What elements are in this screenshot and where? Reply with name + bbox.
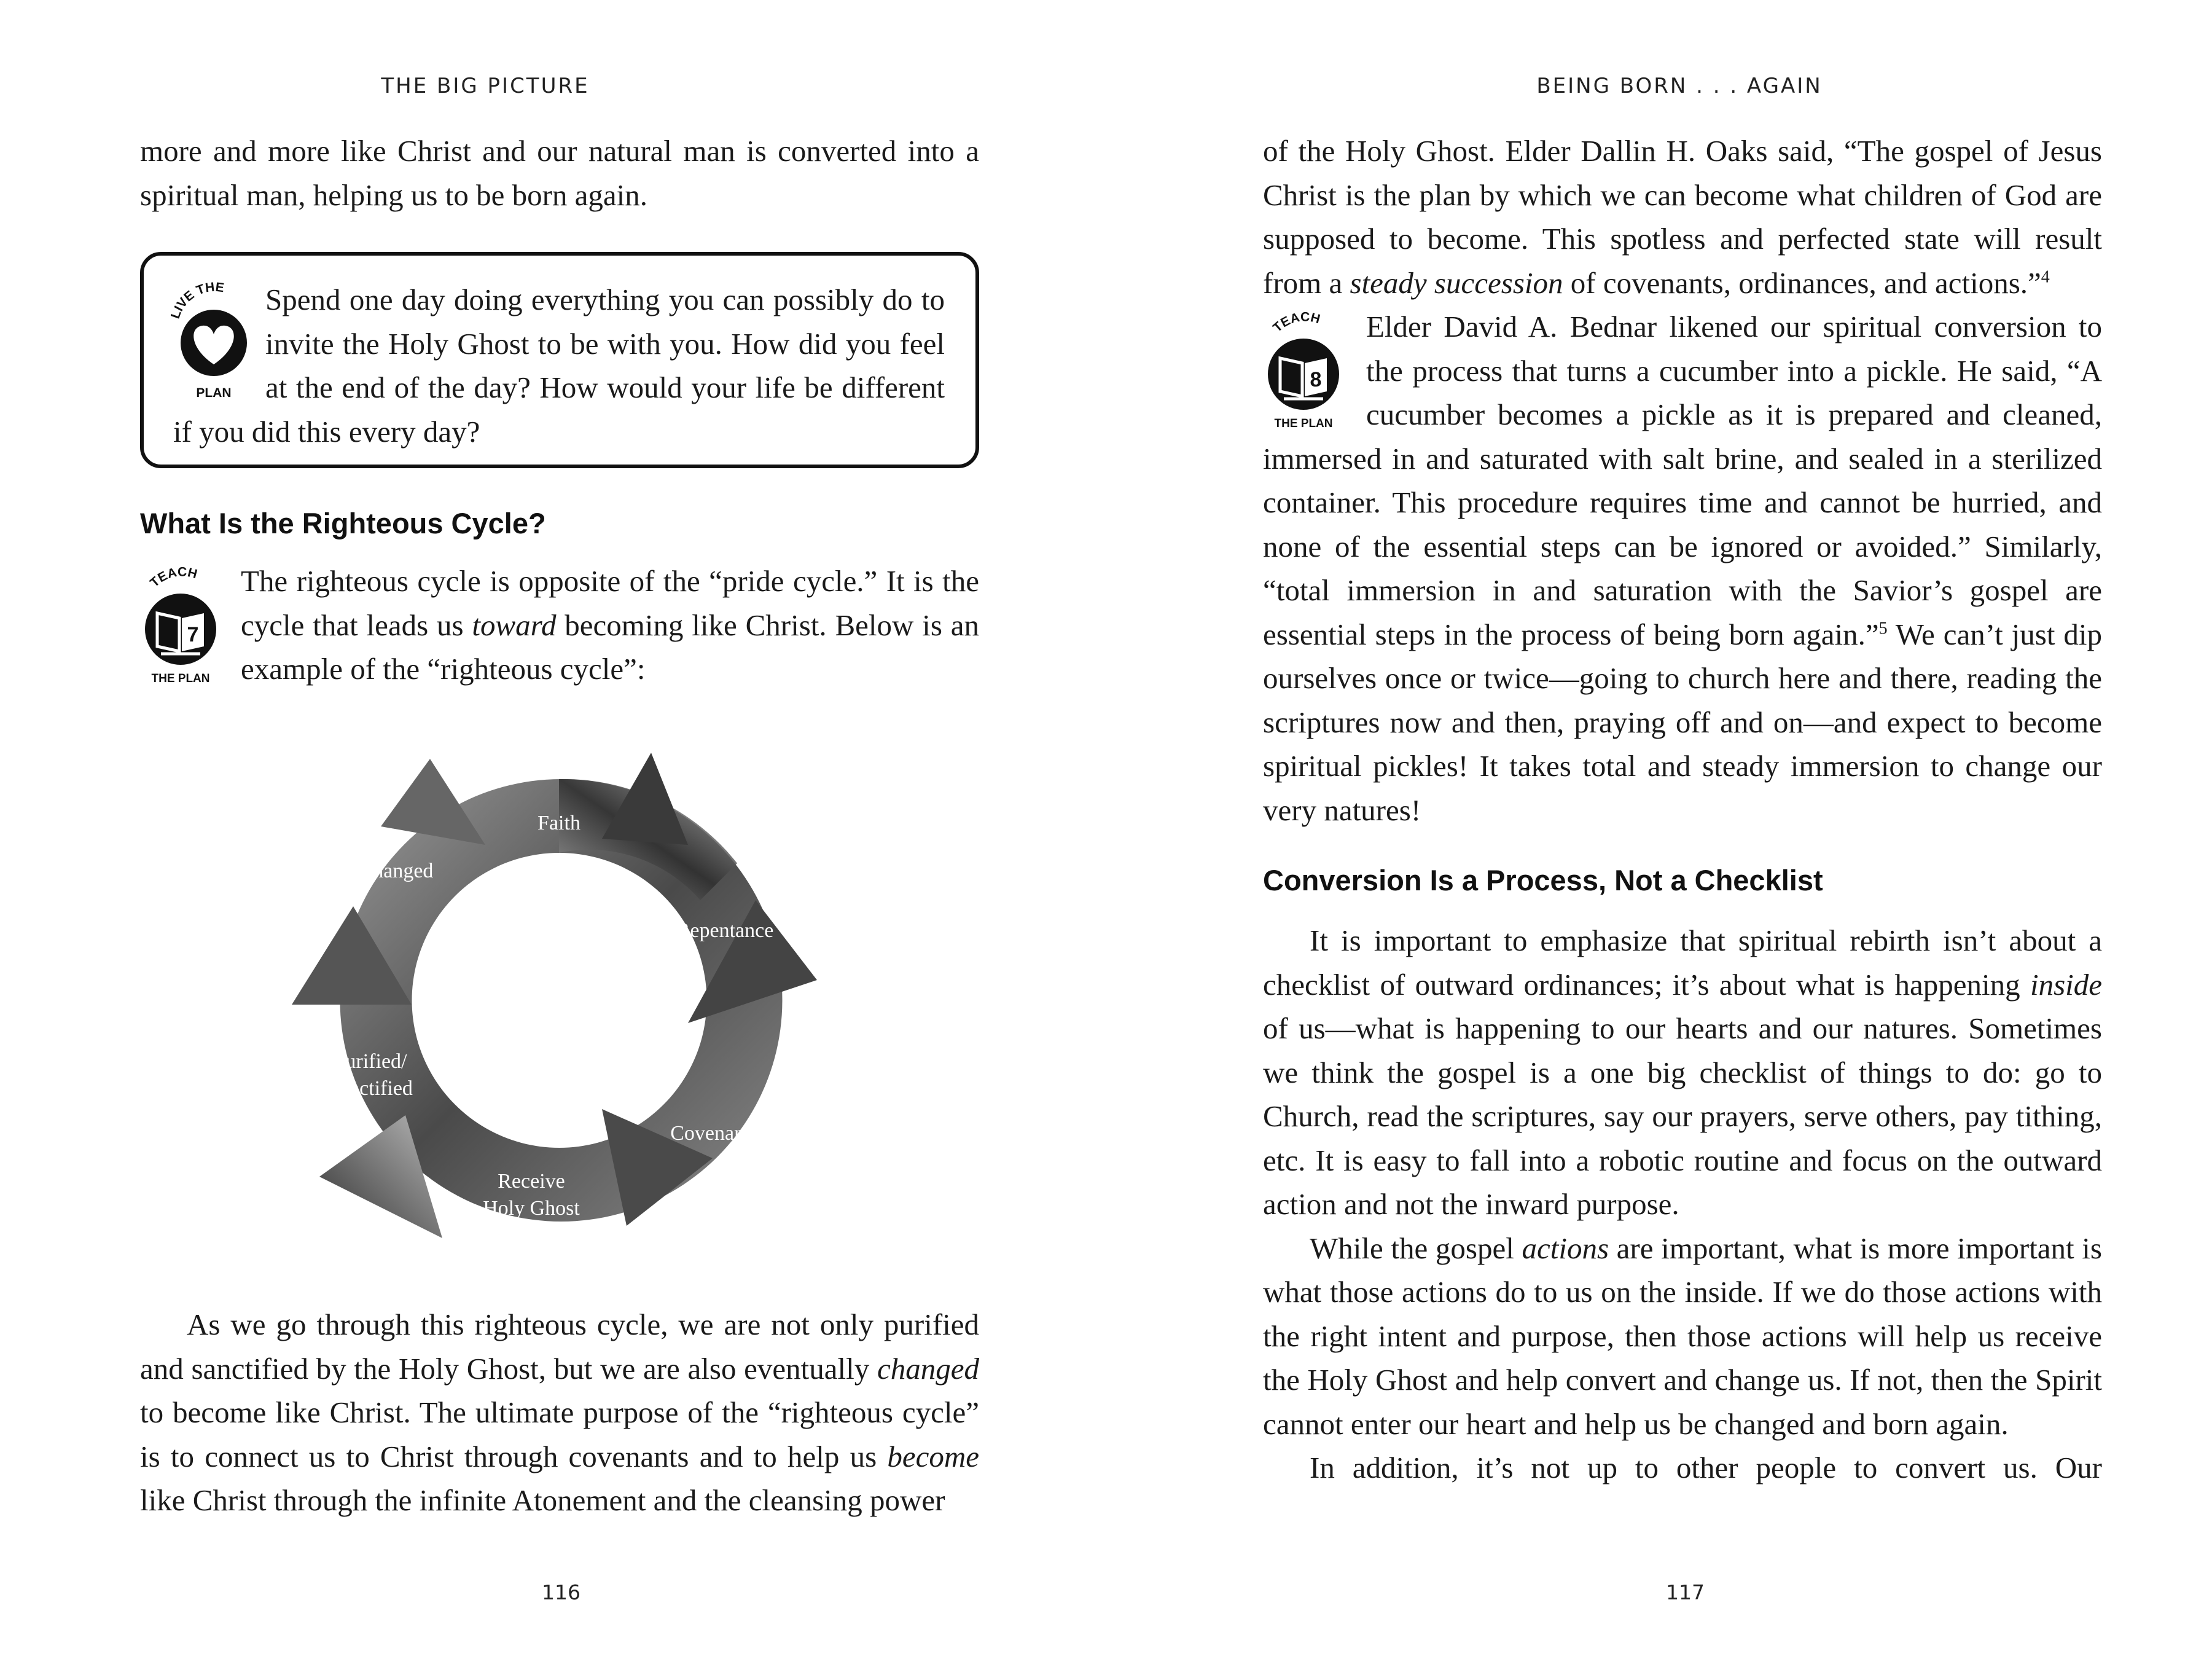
running-head-left: THE BIG PICTURE	[381, 74, 590, 98]
para1-emphasis: toward	[472, 608, 557, 642]
righteous-cycle-purpose-paragraph	[140, 1303, 979, 1523]
righteous-cycle-intro-paragraph	[140, 559, 979, 691]
cycle-label-repentance: Repentance	[676, 919, 774, 942]
para2-emphasis-become: become	[887, 1439, 979, 1473]
oaks-text-a: of the Holy Ghost. Elder Dallin H. Oaks said, “The gospel of Jesus Christ is the plan by which we can become what children of God are supposed to become. This spotless and perfected state will result from a	[1263, 134, 2102, 300]
conversion-text-a: It is important to emphasize that spiritual rebirth isn’t about a checklist of outward ordinances; it’s about what is happening	[1263, 924, 2102, 1002]
para2-text-c: like Christ through the infinite Atonement and the cleansing power	[140, 1483, 945, 1517]
cycle-label-sanctified: Sanctified	[328, 1077, 413, 1100]
cycle-label-holy-ghost: Holy Ghost	[483, 1197, 580, 1220]
addition-text: In addition, it’s not up to other people to convert us. Our	[1310, 1451, 2102, 1484]
oaks-quote-paragraph	[1263, 129, 2102, 305]
conversion-text-b: of us—what is happening to our hearts and our natures. Sometimes we think the gospel is a one big checklist of things to do: go to Church, read the scriptures, say our prayers, serve others, pay tithing, etc. It is easy to fall into a robotic routine and focus on the outward action and not the inward purpose.	[1263, 1011, 2102, 1221]
bednar-pickle-paragraph	[1263, 305, 2102, 832]
intro-text: more and more like Christ and our natural man is converted into a spiritual man, helping us to be born again.	[140, 134, 979, 212]
para2-text-a: As we go through this righteous cycle, we are not only purified and sanctified by the Holy Ghost, but we are also eventually	[140, 1308, 979, 1386]
callout-text-block	[173, 278, 945, 453]
para2-emphasis-changed: changed	[877, 1351, 979, 1386]
teach-icon-8-bottom-text: THE PLAN	[1274, 417, 1333, 430]
teach-icon-8-number: 8	[1310, 368, 1322, 391]
conversion-emphasis: inside	[2030, 967, 2102, 1002]
teach-icon-7-number: 7	[187, 623, 199, 646]
section-heading-righteous-cycle: What Is the Righteous Cycle?	[140, 507, 546, 539]
cycle-label-changed: Changed	[359, 860, 434, 882]
actions-emphasis: actions	[1522, 1231, 1609, 1265]
teach-icon-7-top-text: TEACH	[147, 565, 199, 590]
para1-text-a: The righteous cycle is opposite of the “pride cycle.” It is the cycle that leads us	[241, 564, 979, 642]
bednar-text-b: We can’t just dip ourselves once or twice—going to church here and there, reading the scriptures now and then, praying off and on—and expect to become spiritual pickles! It takes total and steady immersion to change our very natures!	[1263, 617, 2102, 827]
live-the-plan-icon-top-text: IVE THE	[171, 280, 225, 314]
running-head-right: BEING BORN . . . AGAIN	[1536, 74, 1823, 98]
live-the-plan-callout	[140, 252, 979, 468]
righteous-cycle-diagram	[283, 740, 835, 1257]
right-page	[1106, 0, 2211, 1659]
cycle-label-faith: Faith	[537, 812, 580, 834]
page-number-right: 117	[1666, 1580, 1705, 1604]
cycle-label-receive: Receive	[498, 1170, 565, 1193]
actions-text-a: While the gospel	[1310, 1231, 1522, 1265]
actions-text-b: are important, what is more important is what those actions do to us on the inside. If we do those actions with the right intent and purpose, then those actions will help us receive the Holy Ghost and help convert and change us. If not, then the Spirit cannot enter our heart and help us be changed and born again.	[1263, 1231, 2102, 1441]
section-heading-conversion: Conversion Is a Process, Not a Checklist	[1263, 864, 1823, 896]
conversion-paragraphs	[1263, 919, 2102, 1490]
cycle-label-purified: Purified/	[334, 1050, 407, 1073]
callout-text: Spend one day doing everything you can possibly do to invite the Holy Ghost to be with you. How did you feel at the end of the day? How would your life be different if you did this every day?	[173, 283, 945, 449]
para2-text-b: to become like Christ. The ultimate purpose of the “righteous cycle” is to connect us to Christ through covenants and to help us	[140, 1395, 979, 1473]
oaks-text-b: of covenants, ordinances, and actions.”	[1563, 265, 2041, 300]
bednar-text-a: Elder David A. Bednar likened our spiritual conversion to the process that turns a cucumber into a pickle. He said, “A cucumber becomes a pickle as it is prepared and cleaned, immersed in and saturated with salt brine, and sealed in a sterilized container. This procedure requires time and cannot be hurried, and none of the essential steps can be ignored or avoided.” Similarly, “total immersion in and saturation with the Savior’s gospel are essential steps in the process of being born again.”	[1263, 310, 2102, 651]
teach-icon-7-bottom-text: THE PLAN	[151, 672, 210, 685]
cycle-label-covenants: Covenants	[670, 1122, 759, 1145]
footnote-ref-5: 5	[1878, 619, 1888, 638]
para1-text-b: becoming like Christ. Below is an example of the “righteous cycle”:	[241, 608, 979, 686]
page-number-left: 116	[542, 1580, 580, 1604]
intro-paragraph	[140, 129, 979, 217]
footnote-ref-4: 4	[2041, 267, 2050, 287]
oaks-emphasis: steady succession	[1350, 265, 1563, 300]
live-the-plan-icon-bottom-text: PLAN	[196, 386, 232, 400]
teach-icon-8-top-text: TEACH	[1270, 310, 1322, 335]
